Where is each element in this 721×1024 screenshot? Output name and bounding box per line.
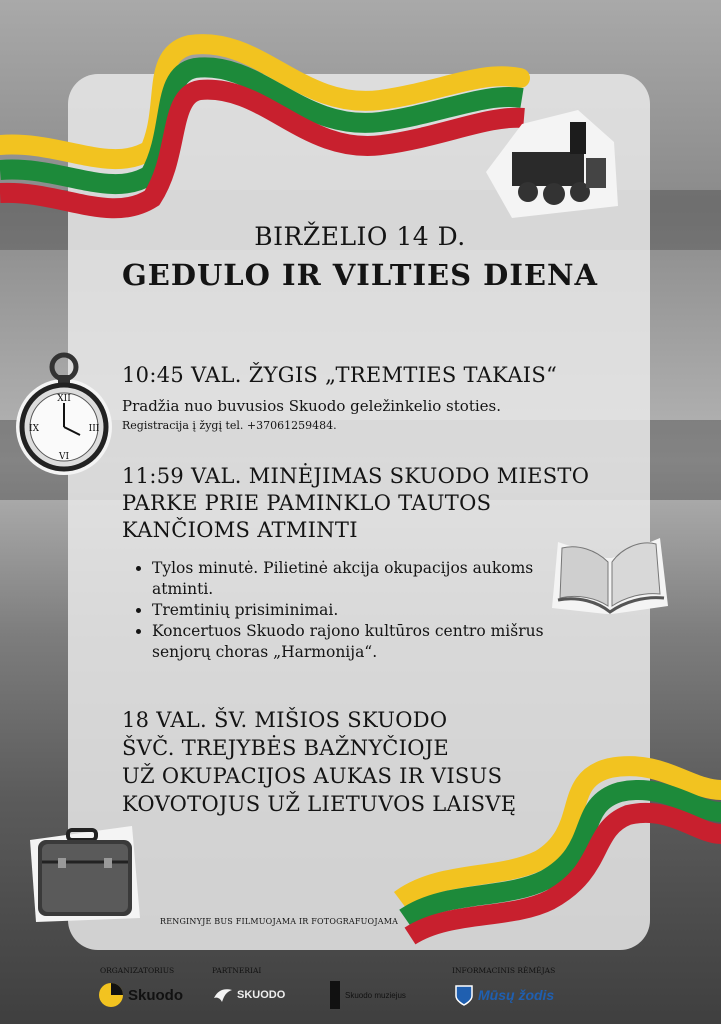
- logo-skuodo-partner-text: SKUODO: [237, 989, 286, 1001]
- list-item: • Tremtinių prisiminimai.: [152, 600, 572, 621]
- event-1-line: Pradžia nuo buvusios Skuodo geležinkelio stoties.: [122, 397, 501, 415]
- event-2-heading-line: PARKE PRIE PAMINKLO TAUTOS: [122, 491, 492, 515]
- event-2-heading-line: 11:59 VAL. MINĖJIMAS SKUODO MIESTO: [122, 464, 590, 488]
- logo-newspaper-text: Mūsų žodis: [478, 987, 555, 1003]
- svg-text:IX: IX: [29, 424, 39, 434]
- logo-museum-text: Skuodo muziejus: [345, 990, 406, 1000]
- train-icon: [482, 102, 622, 220]
- skuodo-museum-logo: [330, 978, 406, 1012]
- event-2-heading: [122, 463, 589, 544]
- skuodo-culture-logo: [98, 978, 183, 1012]
- organizers-label: ORGANIZATORIUS: [100, 966, 175, 975]
- crest-icon: [454, 984, 474, 1006]
- logo-skuodo-text: Skuodo: [128, 986, 183, 1004]
- event-3-heading-line: ŠVČ. TREJYBĖS BAŽNYČIOJE: [122, 736, 450, 760]
- skuodo-partner-logo: [212, 978, 285, 1012]
- media-label: INFORMACINIS RĖMĖJAS: [452, 966, 556, 975]
- svg-text:XII: XII: [57, 394, 71, 404]
- event-3-heading: [122, 706, 516, 818]
- footer: [0, 958, 721, 1024]
- event-3-heading-line: UŽ OKUPACIJOS AUKAS IR VISUS: [122, 764, 503, 788]
- footnote: RENGINYJE BUS FILMUOJAMA IR FOTOGRAFUOJAMA: [160, 917, 399, 926]
- partners-label: PARTNERIAI: [212, 966, 262, 975]
- event-2-heading-line: KANČIOMS ATMINTI: [122, 518, 358, 542]
- svg-text:VI: VI: [58, 452, 70, 462]
- event-3-heading-line: 18 VAL. ŠV. MIŠIOS SKUODO: [122, 708, 448, 732]
- skuodo-culture-icon: [98, 982, 124, 1008]
- event-3-heading-line: KOVOTOJUS UŽ LIETUVOS LAISVĘ: [122, 792, 517, 816]
- page-title: GEDULO IR VILTIES DIENA: [121, 258, 599, 292]
- museum-icon: [330, 981, 340, 1009]
- dove-icon: [212, 984, 234, 1006]
- musu-zodis-logo: [454, 978, 554, 1012]
- event-2-bullets: [136, 558, 572, 663]
- list-item: • Koncertuos Skuodo rajono kultūros centro mišrus senjorų choras „Harmonija“.: [152, 621, 572, 663]
- pocket-watch-icon: [10, 345, 118, 477]
- page-title-date: BIRŽELIO 14 D.: [254, 222, 466, 251]
- event-1-registration: Registracija į žygį tel. +37061259484.: [122, 419, 337, 432]
- suitcase-icon: [28, 822, 142, 924]
- list-item: • Tylos minutė. Pilietinė akcija okupacijos aukoms atminti.: [152, 558, 572, 600]
- svg-text:III: III: [88, 424, 100, 434]
- event-1-heading: 10:45 VAL. ŽYGIS „TREMTIES TAKAIS“: [122, 363, 558, 387]
